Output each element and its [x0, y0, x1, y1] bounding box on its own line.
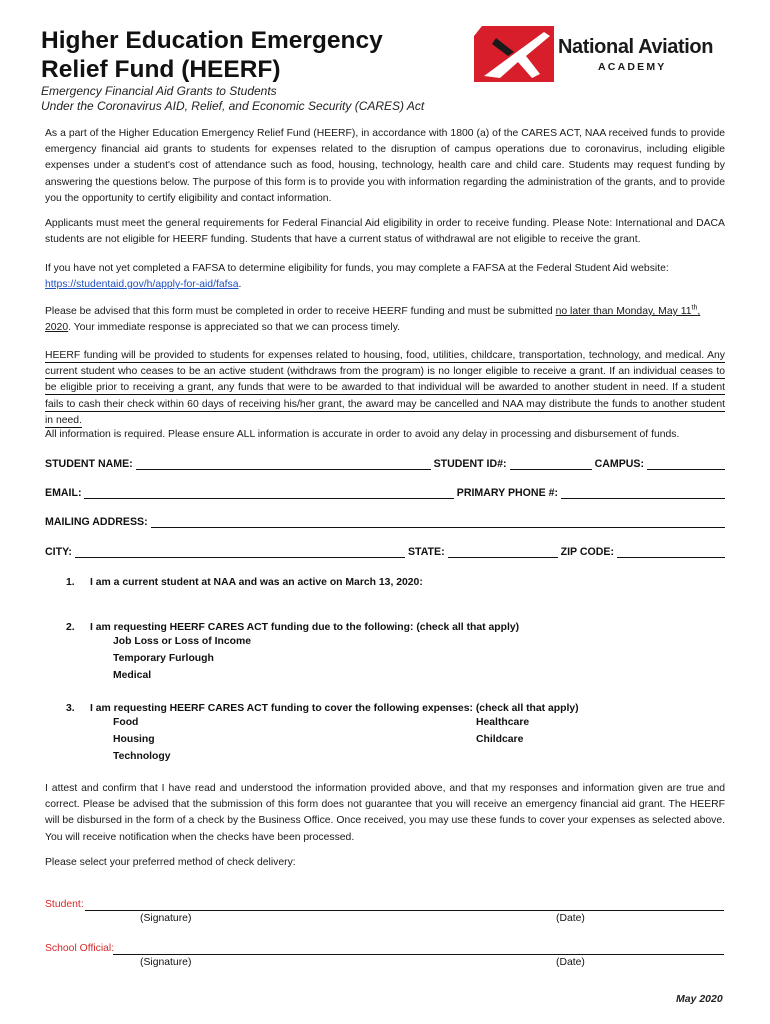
contact-info-row	[45, 487, 725, 499]
student-signature-line[interactable]	[85, 910, 724, 911]
airplane-logo-icon	[474, 26, 554, 82]
page-title	[41, 26, 441, 84]
deadline-paragraph	[45, 304, 725, 336]
student-name-field[interactable]	[136, 459, 431, 470]
city-state-zip-row	[45, 546, 725, 558]
question-1	[66, 577, 423, 588]
city-label: CITY:	[45, 546, 72, 558]
option-medical[interactable]: Medical	[113, 670, 152, 681]
funding-paragraph	[45, 348, 725, 429]
question-number: 3.	[66, 703, 75, 714]
student-id-field[interactable]	[510, 459, 592, 470]
campus-field[interactable]	[647, 459, 725, 470]
subtitle-line-2: Under the Coronavirus AID, Relief, and Economic Security (CARES) Act	[41, 98, 425, 113]
national-aviation-academy-logo	[474, 26, 724, 82]
deadline-date: no later than Monday, May 11th,	[555, 304, 701, 317]
email-label: EMAIL:	[45, 487, 82, 499]
delivery-method-prompt: Please select your preferred method of check delivery:	[45, 857, 296, 868]
official-signature-label: School Official:	[45, 943, 115, 954]
campus-label: CAMPUS:	[594, 458, 644, 470]
student-signature-caption: (Signature)	[140, 913, 192, 924]
question-text: I am a current student at NAA and was an active on March 13, 2020:	[90, 577, 423, 588]
state-label: STATE:	[407, 546, 445, 558]
deadline-end: . Your immediate response is appreciated so that we can process timely.	[68, 322, 401, 334]
option-food[interactable]: Food	[113, 717, 139, 728]
page-subtitle	[41, 84, 424, 113]
mailing-address-field[interactable]	[151, 517, 725, 528]
required-info-paragraph: All information is required. Please ensure ALL information is accurate in order to avoid any delay in processing and disbursement of funds.	[45, 429, 680, 440]
option-childcare[interactable]: Childcare	[476, 734, 524, 745]
student-name-label: STUDENT NAME:	[45, 458, 133, 470]
attestation-paragraph: I attest and confirm that I have read and understood the information provided above, and that my responses and information given are true and correct. Please be advised that the submission of this form does not guarantee that you will receive an emergency financial aid grant. The HEERF will be disbursed in the form of a check by the Business Office. Once received, you may use these funds to cover your expenses as selected above. You will receive notification when the checks have been processed.	[45, 783, 725, 843]
zip-code-label: ZIP CODE:	[560, 546, 614, 558]
question-text: I am requesting HEERF CARES ACT funding due to the following: (check all that apply)	[90, 622, 520, 633]
primary-phone-field[interactable]	[561, 488, 725, 499]
official-signature-caption: (Signature)	[140, 957, 192, 968]
option-job-loss[interactable]: Job Loss or Loss of Income	[113, 636, 251, 647]
primary-phone-label: PRIMARY PHONE #:	[456, 487, 558, 499]
question-number: 1.	[66, 577, 75, 588]
question-text: I am requesting HEERF CARES ACT funding to cover the following expenses: (check all that apply)	[90, 703, 579, 714]
intro-paragraph: As a part of the Higher Education Emergency Relief Fund (HEERF), in accordance with 1800 (a) of the CARES ACT, NAA received funds to provide emergency financial aid grants to students for expenses related to the disruption of campus operations due to coronavirus, including eligible expenses under a student's cost of attendance such as food, housing, technology, health care and child care. Students may request funding by answering the questions below. The purpose of this form is to provide you with information regarding the administration of the grants, and to provide you the opportunity to certify eligibility and contact information.	[45, 128, 725, 204]
mailing-address-row	[45, 516, 725, 528]
eligibility-paragraph: Applicants must meet the general requirements for Federal Financial Aid eligibility in order to receive funding. Please Note: International and DACA students are not eligible for HEERF funding. Students that have a current status of withdrawal are not eligible to receive the grant.	[45, 218, 725, 246]
student-signature-label: Student:	[45, 899, 84, 910]
student-date-caption: (Date)	[556, 913, 585, 924]
fafsa-period: .	[238, 279, 242, 291]
official-date-caption: (Date)	[556, 957, 585, 968]
fafsa-paragraph	[45, 261, 725, 293]
logo-subtitle: ACADEMY	[598, 61, 667, 73]
state-field[interactable]	[448, 547, 558, 558]
zip-code-field[interactable]	[617, 547, 725, 558]
question-2	[66, 622, 519, 633]
question-number: 2.	[66, 622, 75, 633]
option-housing[interactable]: Housing	[113, 734, 155, 745]
option-healthcare[interactable]: Healthcare	[476, 717, 530, 728]
option-technology[interactable]: Technology	[113, 751, 171, 762]
deadline-text: Please be advised that this form must be completed in order to receive HEERF funding and must be submitted	[45, 306, 556, 317]
title-line-2: Relief Fund (HEERF)	[41, 56, 281, 83]
option-temporary-furlough[interactable]: Temporary Furlough	[113, 653, 214, 664]
fafsa-text: If you have not yet completed a FAFSA to determine eligibility for funds, you may complete a FAFSA at the Federal Student Aid website:	[45, 263, 669, 274]
mailing-address-label: MAILING ADDRESS:	[45, 516, 148, 528]
city-field[interactable]	[75, 547, 405, 558]
question-3	[66, 703, 579, 714]
official-signature-line[interactable]	[113, 954, 724, 955]
funding-text: HEERF funding will be provided to students for expenses related to housing, food, utilities, childcare, transportation, technology, and medical. Any current student who ceases to be an active student (withdraws from the program) is no longer eligible to receive a grant. If an individual ceases to be eligible prior to receiving a grant, any funds that were to be awarded to that individual will be awarded to another student in need. If a student fails to cash their check within 60 days of receiving his/her grant, the award may be cancelled and NAA may distribute the funds to another student in need.	[45, 350, 725, 426]
deadline-year: 2020	[45, 322, 69, 334]
email-field[interactable]	[84, 488, 453, 499]
logo-name: National Aviation	[558, 36, 714, 58]
student-id-label: STUDENT ID#:	[433, 458, 507, 470]
subtitle-line-1: Emergency Financial Aid Grants to Students	[41, 84, 277, 98]
fafsa-link[interactable]: https://studentaid.gov/h/apply-for-aid/fafsa	[45, 279, 239, 291]
student-info-row	[45, 458, 725, 470]
footer-date: May 2020	[676, 993, 723, 1005]
title-line-1: Higher Education Emergency	[41, 27, 383, 54]
